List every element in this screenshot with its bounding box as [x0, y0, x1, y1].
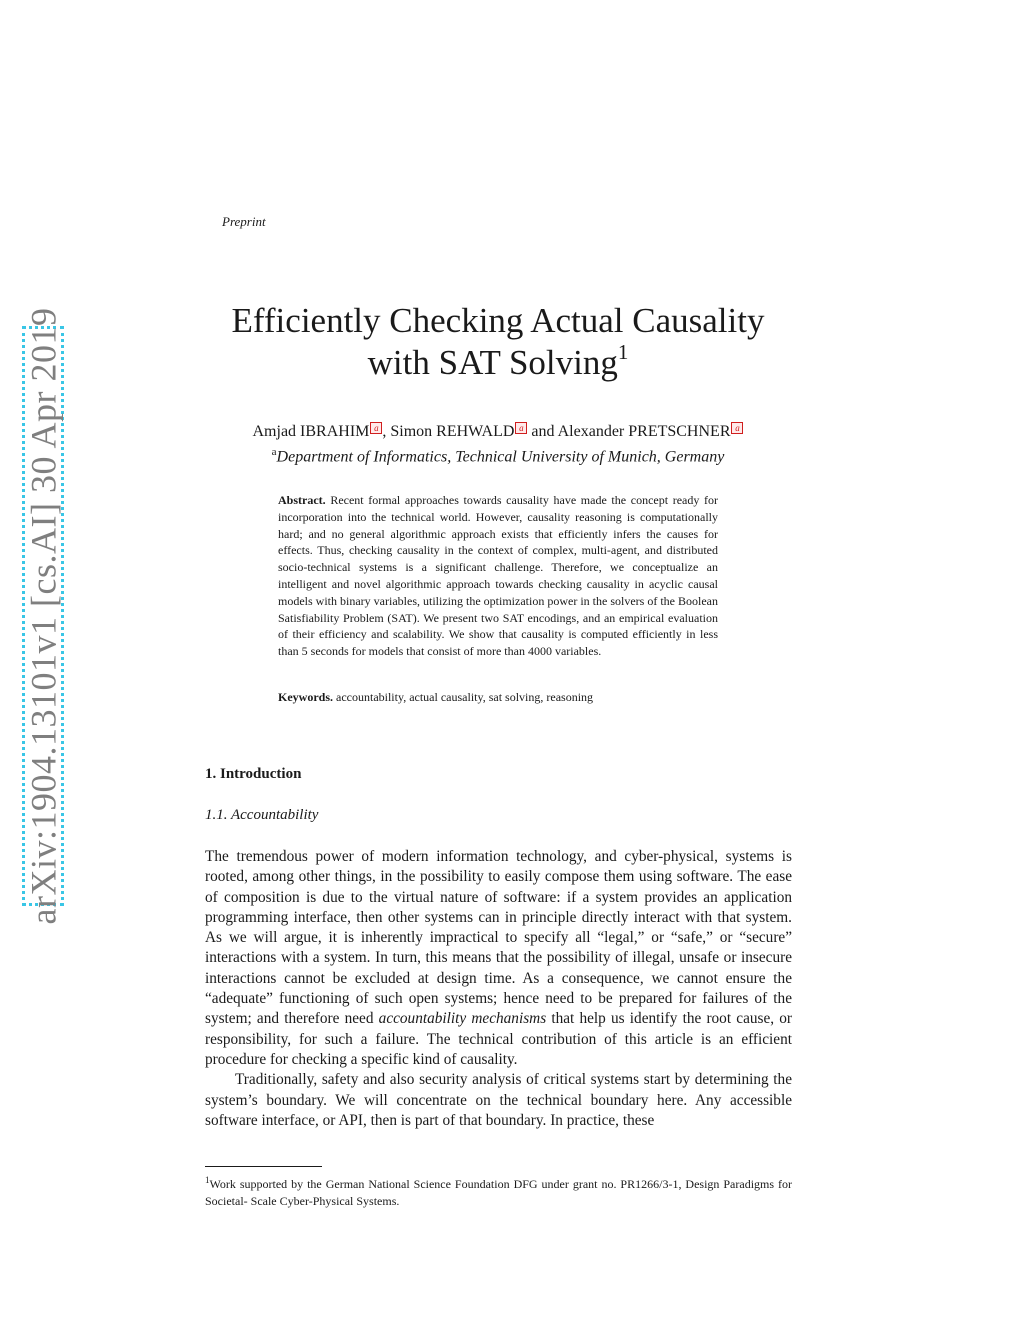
author-3: and Alexander PRETSCHNER: [527, 423, 731, 440]
paragraph-1: [205, 847, 792, 1070]
footnote: [205, 1172, 792, 1209]
subsection-heading: 1.1. Accountability: [205, 807, 319, 823]
paper-title: [180, 300, 816, 384]
title-footnote-mark: 1: [617, 340, 629, 364]
keywords: [278, 690, 718, 705]
author-list: [160, 422, 836, 441]
orcid-icon[interactable]: a: [515, 422, 527, 434]
preprint-label: Preprint: [222, 214, 266, 229]
abstract-text: Recent formal approaches towards causality have made the concept ready for incorporation into the technical world. However, causality reasoning is computationally hard; and no general algorithmic approach exists that efficiently infers the causes for effects. Thus, checking causality in the context of complex, multi-agent, and distributed socio-technical systems is a significant challenge. Therefore, we conceptualize an intelligent and novel algorithmic approach towards checking causality in acyclic causal models with binary variables, utilizing the optimization power in the solvers of the Boolean Satisfiability Problem (SAT). We present two SAT encodings, and an empirical evaluation of their efficiency and scalability. We show that causality is computed efficiently in less than 5 seconds for models that consist of more than 4000 variables.: [278, 493, 719, 659]
abstract-label: Abstract.: [278, 493, 326, 507]
affiliation-mark: a: [271, 446, 277, 458]
title-line-1: Efficiently Checking Actual Causality: [231, 301, 765, 340]
footnote-divider: [205, 1166, 322, 1167]
paragraph-1-end: that help us identify the root cause, or responsibility, for such a failure. The technical contribution of this article is an efficient procedure for checking a specific kind of causality.: [205, 1010, 793, 1068]
arxiv-id-stamp: [22, 307, 64, 925]
abstract: [278, 492, 718, 660]
body-text: [205, 847, 792, 1131]
author-1: Amjad IBRAHIM: [252, 423, 370, 440]
affiliation-text: Department of Informatics, Technical University of Munich, Germany: [276, 448, 725, 466]
emphasis-text: accountability mechanisms: [378, 1010, 547, 1028]
keywords-text: accountability, actual causality, sat solving, reasoning: [336, 690, 594, 704]
arxiv-id-text: arXiv:1904.13101v1 [cs.AI] 30 Apr 2019: [23, 307, 64, 925]
orcid-icon[interactable]: a: [731, 422, 743, 434]
orcid-icon[interactable]: a: [370, 422, 382, 434]
author-2: , Simon REHWALD: [382, 423, 515, 440]
section-heading: 1. Introduction: [205, 766, 302, 782]
title-line-2: [180, 342, 816, 384]
paragraph-2: Traditionally, safety and also security analysis of critical systems start by determining the system’s boundary. We will concentrate on the technical boundary here. Any accessible software interface, or API, then is part of that boundary. In practice, these: [205, 1071, 792, 1129]
title-line-2-text: with SAT Solving: [367, 343, 618, 382]
paragraph-1-start: The tremendous power of modern information technology, and cyber-physical, systems is rooted, among other things, in the possibility to easily compose them using software. The ease of composition is due to the virtual nature of software: if a system provides an application programming interface, then other systems can in principle directly interact with that system. As we will argue, it is inherently impractical to specify all “legal,” or “safe,” or “secure” interactions with a system. In turn, this means that the possibility of illegal, unsafe or insecure interactions cannot be excluded at design time. As a consequence, we cannot ensure the “adequate” functioning of such open systems; hence need to be prepared for failures of the system; and therefore need: [205, 848, 792, 1028]
affiliation: [160, 446, 836, 466]
footnote-mark: 1: [205, 1175, 210, 1185]
keywords-label: Keywords.: [278, 690, 333, 704]
footnote-text: Work supported by the German National Science Foundation DFG under grant no. PR1266/3-1, Design Paradigms for Societal- Scale Cyber-Physical Systems.: [205, 1177, 792, 1208]
